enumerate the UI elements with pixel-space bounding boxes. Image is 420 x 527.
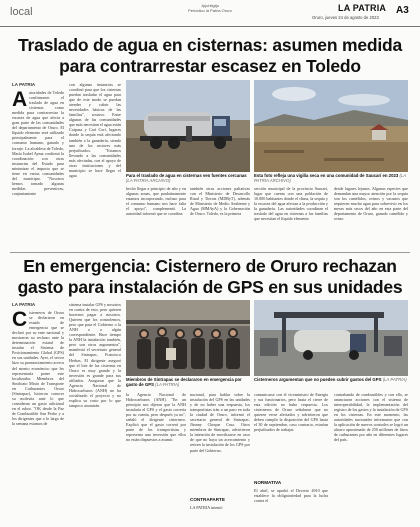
page-header bbox=[0, 0, 420, 27]
story2-column-2: sistema instalar GPS y nosotros en contra de esto, pero quieren hacernos pagar a nosotros. Quieren que los controlemos, pero que para el Gobierno o la ANH o a algún correspondiente. Hace tiempo la ANH la instalación también, pero son otros argumentos", manifestó el secretario general del Sintrapac, Francisco Herbas. El dirigente aseguró que el lote de las cisternas en Oruro es muy grande y la inversión es grande para sus afiliados. Aseguran que la Agencia Nacional de Hidrocarburos (ANH) no ha socializado el proyecto y no explica su costo por lo que tampoco asumirán. bbox=[69, 302, 121, 408]
story1-col1-text: utoridades de Toledo confirmaron el traslado de agua en cisternas como medida para contrarrestar la escasez de agua que afecta a gran parte de las comunidades del departamento de Oruro. El líquido elemento será utilizado principalmente para el consumo humano, ganado y forraje. La alcaldesa de Toledo, María Isabel Ayma confirmó la coordinación con otras instancias del Estado para minimizar el impacto que se tiene en varias comunidades del municipio. "Nosotros hemos tomado algunas medidas preventivas, conjuntamente bbox=[12, 90, 64, 196]
photo1-caption-text: Para el traslado de agua en cisternas ven fuentes cercanas bbox=[126, 173, 247, 178]
header-center bbox=[160, 3, 260, 13]
story2-dropcap: C bbox=[12, 310, 28, 331]
station-photo-image bbox=[254, 300, 408, 376]
story2-photo4-caption bbox=[254, 377, 408, 382]
story1-column-3: hecho llegar a principio de año y en algunas zonas, que paulatinamente estamos incorporando, incluso para el consumo humano nos hace falta el apoyo", complementó. La autoridad informó que se coordina bbox=[126, 186, 186, 217]
header-mid-subtitle: Periódico la Patria Oruro bbox=[188, 8, 232, 13]
story2-byline: LA PATRIA bbox=[12, 302, 36, 307]
story2-headline-line1: En emergencia: Cisternero de Oruro rechazan bbox=[23, 256, 397, 276]
page-number: A3 bbox=[396, 5, 409, 16]
story1-column-5: sección municipal de la provincia Saucarí, lugar que cuenta con una población de 10.000 habitantes donde el clima, la sequía y la escasez del agua afectan a la producción y la ganadería. Las autoridades coordinan el traslado del agua en cisternas a las familias que necesitan el líquido elemento bbox=[254, 186, 328, 222]
water-truck-image bbox=[126, 80, 250, 172]
photo3-credit: (LA PATRIA) bbox=[155, 382, 180, 388]
story1-column-6: desde lugares lejanos. Algunas especies que demandan una mayor atención por la sequía son los camélidos, ovinos y vacunos que requieren mucha agua para sobrevivir en los meses más secos del año en esta parte del departamento de Oruro, ganado camélido y ovino. bbox=[334, 186, 408, 222]
story2-subhead-normativa: NORMATIVA bbox=[254, 480, 282, 485]
story2-column-4b: LA PATRIA intentó bbox=[190, 505, 223, 510]
issue-date: Oruro, jueves 24 de agosto de 2023 bbox=[312, 15, 379, 20]
story2-col1-text: isterneros de Oruro se declararon en estado de emergencia que se declaró por su ente nacional y mostraron su rechazo ante la determinación estatal de instalar el Sistema de Posicionamiento Global (GPS) en sus unidades. Ayer, el sector hizo su pronunciamiento acerca del monto económico que les representaría poner este localizador. Miembros del Sindicato Mixto de Transporte en Carburantes Oruro (Sintrapac), hicieron conocer su molestia ante lo que consideran un gasto adicional en el rubro. "OK desde la Paz de Combustible San Pedro y a los dirigentes que a lo largo de la semana estamos de bbox=[12, 310, 64, 427]
story2-column-5b: El abril, se aprobó el Decreto 4910 que establece la obligatoriedad para la lucha contra el bbox=[254, 488, 328, 504]
brand-logo: LA PATRIA bbox=[338, 3, 387, 13]
story2-photo-station bbox=[254, 300, 408, 376]
story2-headline-line2: gasto para instalación de GPS en sus unidades bbox=[17, 277, 403, 297]
story1-column-4: también otras acciones paliativas con el Ministerio de Desarrollo Rural y Tierras (MDRyT), además de Ministerio de Medio Ambiente y Agua (MMAyA) y la Gobernación de Oruro. Toledo, es la primera bbox=[190, 186, 250, 217]
story1-byline: LA PATRIA bbox=[12, 82, 36, 87]
story2-column-4: nacional, para hablar sobre la instalación del GPS en las unidades y de no haber una respuesta, los transportistas irán a un paro en toda la ciudad de Oruro, informó el secretario general de Sintrapac, Jhonny Choque Cruz. Otros miembros de Sintrapac, advirtieron la intención de movilizarse en caso de que no haya un acercamiento y retiren la instalación de los GPS por parte del Gobierno. bbox=[190, 392, 250, 453]
story1-headline bbox=[0, 35, 420, 77]
story2-column-6: contrabando de combustibles y con ello, se anunciaron acciones con el sistema de interoperabilidad, la implementación del registro de los gastos y la instalación de GPS en los cisternas. En este momento, las autoridades nacionales informaron que con la aplicación de nuevos controles se logró un ahorro aproximado de 250 millones de litros de carburantes por año en diferentes lugares del país. bbox=[334, 392, 408, 443]
header-mid-title: Jpjuhtigtjo bbox=[200, 3, 219, 8]
story2-headline bbox=[0, 256, 420, 298]
story1-photo1-caption bbox=[126, 173, 250, 183]
story1-photo-dry-landscape bbox=[254, 80, 408, 172]
story1-column-1 bbox=[12, 90, 64, 250]
story1-headline-line1: Traslado de agua en cisternas: asumen medida bbox=[17, 35, 403, 55]
photo1-credit: (LA PATRIA ARCHIVO) bbox=[126, 178, 171, 184]
dry-landscape-image bbox=[254, 80, 408, 172]
story1-photo-water-truck bbox=[126, 80, 250, 172]
photo4-caption-text: Cisterneros argumentan que no pueden cubrir gastos del GPS bbox=[254, 377, 382, 382]
story1-photo2-caption bbox=[254, 173, 408, 183]
story1-column-2: con algunas instancias se coordinó para que los cisternas puedan trasladar el agua para que de este modo se puedan atender y cubrir las necesidades básicas de las familias", sostuvo. Entre algunas de las comunidades que más necesitan el agua están Coipasa y Carí Corí, lugares donde la sequía está afectando también a la ganadería, siendo uno de los sectores más perjudicados. "Estamos llevando a las comunidades más afectadas, con el apoyo de otras instituciones y del municipio se hace llegar el agua bbox=[69, 82, 121, 178]
story1-dropcap: A bbox=[12, 90, 28, 111]
section-divider bbox=[10, 252, 410, 253]
photo3-caption-text: Miembros de Sintrapac se declararon en emergencia por gasto de GPS bbox=[126, 377, 242, 388]
group-photo-image bbox=[126, 300, 250, 376]
story2-subhead-contraparte: CONTRAPARTE bbox=[190, 497, 225, 502]
story2-column-1 bbox=[12, 310, 64, 524]
story1-headline-line2: para contrarrestar escasez en Toledo bbox=[59, 56, 361, 76]
section-label: local bbox=[10, 6, 33, 18]
photo2-credit: (LA PATRIA ARCHIVO) bbox=[254, 173, 406, 184]
story2-column-3: la Agencia Nacional de Hidrocarburos (ANH). "En un principio nos dijeron que la ANH instalaría el GPS y el gasto correría por su cuenta, pero después ya no", señaló el dirigente cisternero. Explicó que el gasto correrá por parte de los transportistas y representa una inversión que ellos no están dispuestos a asumir. bbox=[126, 392, 186, 443]
story2-photo-group bbox=[126, 300, 250, 376]
story2-photo3-caption bbox=[126, 377, 250, 387]
story2-column-5: comunicarse con el viceministro de Energía y sus funcionarios, pero hasta el cierre de esta edición no hubo respuesta. Los cisterneros de Oruro señalaron que no quieren verse afectados y advirtieron que deben cumplir la disposición del GPS hasta el 30 de septiembre, caso contrario, estarían perjudicados de trabajar. bbox=[254, 392, 328, 433]
photo2-caption-text: Esta foto refleja una vigilia seca en una comunidad de Saucarí en 2023 bbox=[254, 173, 399, 178]
photo4-credit: (LA PATRIA) bbox=[382, 377, 407, 382]
